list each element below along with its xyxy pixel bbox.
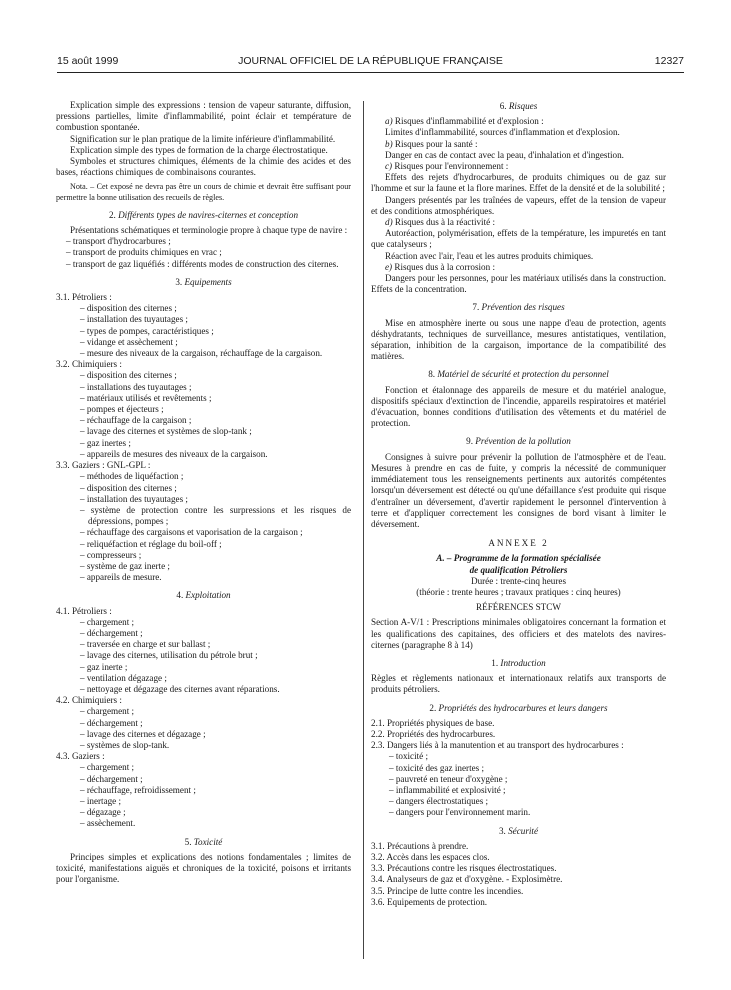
list-item: – nettoyage et dégazage des citernes avant réparations. (80, 683, 280, 694)
paragraph: Symboles et structures chimiques, éléments de la chimie des acides et des bases, réactions chimiques de combinaisons courantes. (56, 156, 351, 178)
list-item: – installation des tuyautages ; (80, 493, 188, 504)
list-item: – disposition des citernes ; (80, 370, 177, 381)
list-item: – lavage des citernes, utilisation du pétrole brut ; (80, 650, 258, 661)
paragraph: Section A-V/1 : Prescriptions minimales obligatoires concernant la formation et les qualifications des capitaines, des officiers et des matelots des navires-citernes (paragraphe 8 à 14) (371, 617, 666, 650)
subsection-label: 4.2. Chimiquiers : (56, 695, 122, 706)
risk-heading: a) Risques d'inflammabilité et d'explosion : (385, 116, 544, 127)
paragraph: Dangers pour les personnes, pour les matériaux utilisés dans la construction. Effets de la concentration. (371, 273, 666, 295)
list-item: – toxicité des gaz inertes ; (389, 762, 485, 773)
subsection-label: 3.2. Chimiquiers : (56, 359, 122, 370)
list-item: 2.1. Propriétés physiques de base. (371, 717, 495, 728)
subsection-label: 4.3. Gaziers : (56, 751, 105, 762)
paragraph: Effets des rejets d'hydrocarbures, de produits chimiques ou de gaz sur l'homme et sur la faune et la flore marines. Effet de la densité et de la solubilité ; (371, 172, 666, 194)
list-item: – toxicité ; (389, 751, 429, 762)
header-rule (57, 72, 684, 73)
list-item: – disposition des citernes ; (80, 482, 177, 493)
paragraph: Fonction et étalonnage des appareils de mesure et du matériel analogue, dispositifs spéciaux d'extinction de l'incendie, appareils respiratoires et matériel d'évacuation, bonnes conditions d'utilisation des vêtements et du matériel de protection. (371, 384, 666, 429)
subsection-label: 4.1. Pétroliers : (56, 605, 112, 616)
list-item: – transport de gaz liquéfiés : différents modes de construction des citernes. (66, 258, 339, 269)
risk-heading: d) Risques dus à la réactivité : (385, 217, 495, 228)
programme-title: A. – Programme de la formation spécialisée (436, 553, 601, 564)
list-item: – pompes et éjecteurs ; (80, 404, 164, 415)
paragraph: Signification sur le plan pratique de la limite inférieure d'inflammabilité. (70, 133, 336, 144)
list-item: 3.4. Analyseurs de gaz et d'oxygène. - Explosimètre. (371, 874, 563, 885)
paragraph: Explication simple des expressions : tension de vapeur saturante, diffusion, pressions partielles, limite d'inflammabilité, point éclair et température de combustion spontanée. (56, 100, 351, 133)
paragraph: Présentations schématiques et terminologie propre à chaque type de navire : (70, 225, 348, 236)
paragraph: Limites d'inflammabilité, sources d'inflammation et d'explosion. (385, 127, 620, 138)
left-column (56, 100, 351, 885)
nota-note: Nota. – Cet exposé ne devra pas être un cours de chimie et devrait être suffisant pour permettre la bonne utilisation des recueils de règles. (56, 182, 351, 202)
list-item: – réchauffage de la cargaison ; (80, 415, 192, 426)
list-item: – chargement ; (80, 616, 135, 627)
list-item: – appareils de mesure. (80, 572, 162, 583)
header-page-number: 12327 (654, 55, 684, 67)
list-item: – pauvreté en teneur d'oxygène ; (389, 773, 508, 784)
list-item: – installation des tuyautages ; (80, 314, 188, 325)
header-date: 15 août 1999 (57, 55, 119, 67)
list-item: – dangers pour l'environnement marin. (389, 807, 531, 818)
list-item: 3.6. Equipements de protection. (371, 896, 488, 907)
risk-heading: b) Risques pour la santé : (385, 138, 478, 149)
duration-detail: (théorie : trente heures ; travaux pratiques : cinq heures) (416, 586, 621, 597)
column-divider (363, 101, 364, 959)
list-item: – disposition des citernes ; (80, 303, 177, 314)
risk-heading: e) Risques dus à la corrosion : (385, 261, 495, 272)
list-item: – réchauffage, refroidissement ; (80, 784, 196, 795)
list-item: – déchargement ; (80, 717, 143, 728)
programme-title: de qualification Pétroliers (469, 564, 568, 575)
paragraph: Explication simple des types de formation de la charge électrostatique. (70, 144, 328, 155)
section-heading: 7. Prévention des risques (472, 302, 565, 313)
list-item: – chargement ; (80, 762, 135, 773)
list-item: – chargement ; (80, 706, 135, 717)
list-item: – appareils de mesures des niveaux de la cargaison. (80, 448, 268, 459)
list-item: – dangers électrostatiques ; (389, 796, 489, 807)
list-item: 2.3. Dangers liés à la manutention et au transport des hydrocarbures : (371, 740, 624, 751)
page-header (57, 55, 684, 69)
list-item: – dégazage ; (80, 807, 126, 818)
list-item: – déchargement ; (80, 773, 143, 784)
list-item: – lavage des citernes et dégazage ; (80, 728, 206, 739)
list-item: – ventilation dégazage ; (80, 672, 167, 683)
list-item: 3.2. Accès dans les espaces clos. (371, 851, 490, 862)
list-item: – transport de produits chimiques en vrac ; (66, 247, 222, 258)
list-item: – inertage ; (80, 795, 122, 806)
annexe-title: ANNEXE 2 (488, 538, 549, 549)
section-heading: 4. Exploitation (176, 590, 231, 601)
references-heading: RÉFÉRENCES STCW (476, 602, 561, 613)
list-item: – compresseurs ; (80, 549, 142, 560)
section-heading: 8. Matériel de sécurité et protection du personnel (428, 369, 609, 380)
paragraph: Mise en atmosphère inerte ou sous une nappe d'eau de protection, agents déshydratants, techniques de surveillance, mesures antistatiques, ventilation, séparation, inhibition de la cargaison, importance de la compatibilité des matières. (371, 317, 666, 362)
section-heading: 3. Equipements (175, 276, 232, 287)
list-item: – installations des tuyautages ; (80, 381, 192, 392)
risk-heading: c) Risques pour l'environnement : (385, 161, 509, 172)
list-item: – inflammabilité et explosivité ; (389, 784, 506, 795)
section-heading: 2. Différents types de navires-citernes et conception (108, 209, 299, 220)
section-heading: 3. Sécurité (498, 825, 539, 836)
paragraph: Principes simples et explications des notions fondamentales ; limites de toxicité, manifestations aiguës et chroniques de la toxicité, poisons et irritants pour l'organisme. (56, 851, 351, 885)
list-item: – méthodes de liquéfaction ; (80, 471, 184, 482)
subsection-label: 3.3. Gaziers : GNL-GPL : (56, 460, 151, 471)
list-item: – mesure des niveaux de la cargaison, réchauffage de la cargaison. (80, 348, 323, 359)
list-item: – système de gaz inerte ; (80, 560, 170, 571)
paragraph: Autoréaction, polymérisation, effets de la température, les impuretés en tant que catalyseurs ; (371, 228, 666, 250)
subsection-label: 3.1. Pétroliers : (56, 292, 112, 303)
section-heading: 6. Risques (499, 101, 538, 111)
section-heading: 5. Toxicité (184, 836, 223, 847)
list-item: – réchauffage des cargaisons et vaporisation de la cargaison ; (80, 527, 303, 538)
list-item: – gaz inertes ; (80, 437, 131, 448)
duration: Durée : trente-cinq heures (470, 575, 566, 586)
list-item: – assèchement. (80, 818, 136, 829)
section-heading: 1. Introduction (491, 657, 546, 668)
paragraph: Consignes à suivre pour prévenir la pollution de l'atmosphère et de l'eau. Mesures à prendre en cas de fuite, y compris la nécessité de communiquer immédiatement tous les renseignements pertinents aux autorités compétentes lorsqu'un déversement est détecté ou qu'une défaillance s'est produite qui risque d'entraîner un déversement, d'avertir rapidement le personnel d'intervention à terre et d'appliquer correctement les consignes de bord visant à limiter le déversement. (371, 451, 666, 529)
list-item: – déchargement ; (80, 627, 143, 638)
paragraph: Règles et règlements nationaux et internationaux relatifs aux transports de produits pétroliers. (371, 673, 666, 695)
section-heading: 9. Prévention de la pollution (466, 436, 571, 447)
right-column (371, 100, 666, 908)
list-item: – systèmes de slop-tank. (80, 739, 170, 750)
list-item: 3.5. Principe de lutte contre les incendies. (371, 885, 524, 896)
list-item: – système de protection contre les surpressions et les risques de dépressions, pompes ; (80, 504, 351, 527)
list-item: – matériaux utilisés et revêtements ; (80, 392, 212, 403)
list-item: 3.3. Précautions contre les risques électrostatiques. (371, 863, 557, 874)
section-heading: 2. Propriétés des hydrocarbures et leurs dangers (429, 702, 608, 713)
header-title: JOURNAL OFFICIEL DE LA RÉPUBLIQUE FRANÇAISE (238, 55, 503, 67)
list-item: – vidange et assèchement ; (80, 336, 178, 347)
list-item: – gaz inerte ; (80, 661, 128, 672)
list-item: – traversée en charge et sur ballast ; (80, 639, 211, 650)
paragraph: Réaction avec l'air, l'eau et les autres produits chimiques. (385, 250, 594, 261)
list-item: – reliquéfaction et réglage du boil-off ; (80, 538, 222, 549)
list-item: – transport d'hydrocarbures ; (66, 236, 171, 247)
list-item: – types de pompes, caractéristiques ; (80, 325, 214, 336)
paragraph: Dangers présentés par les traînées de vapeurs, effet de la tension de vapeur et des conditions atmosphériques. (371, 194, 666, 216)
list-item: 3.1. Précautions à prendre. (371, 840, 469, 851)
paragraph: Danger en cas de contact avec la peau, d'inhalation et d'ingestion. (385, 149, 624, 160)
list-item: 2.2. Propriétés des hydrocarbures. (371, 728, 496, 739)
list-item: – lavage des citernes et systèmes de slop-tank ; (80, 426, 252, 437)
